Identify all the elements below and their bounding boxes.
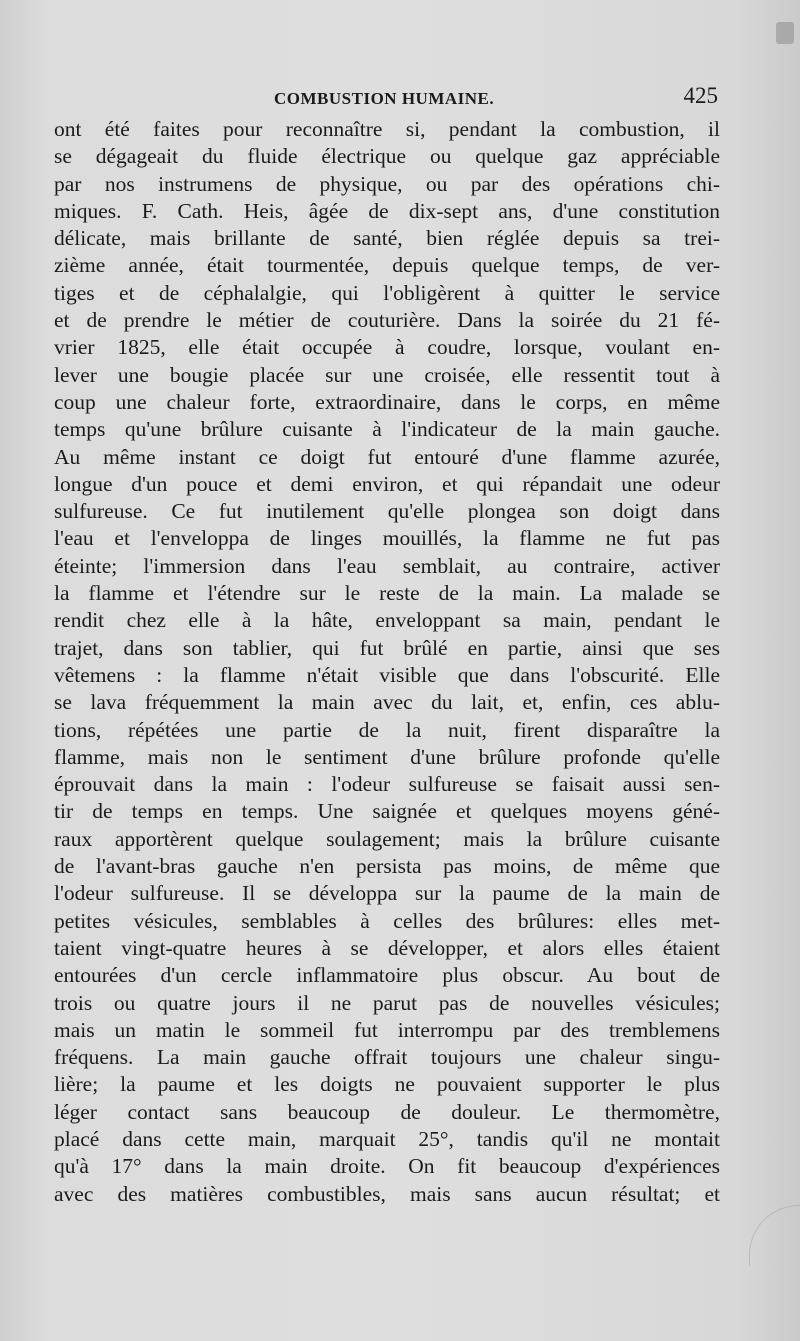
text-line: tions, répétées une partie de la nuit, firent disparaître la (54, 717, 720, 742)
text-line: se lava fréquemment la main avec du lait, et, enfin, ces ablu- (54, 690, 720, 715)
text-line: tir de temps en temps. Une saignée et quelques moyens géné- (54, 799, 720, 824)
text-line: fréquens. La main gauche offrait toujours une chaleur singu- (54, 1045, 720, 1070)
text-line: mais un matin le sommeil fut interrompu par des tremblemens (54, 1017, 720, 1042)
text-line: par nos instrumens de physique, ou par des opérations chi- (54, 171, 720, 196)
text-line: lever une bougie placée sur une croisée, elle ressentit tout à (54, 362, 720, 387)
text-line: lière; la paume et les doigts ne pouvaient supporter le plus (54, 1072, 720, 1097)
text-line: temps qu'une brûlure cuisante à l'indicateur de la main gauche. (54, 417, 720, 442)
text-line: ont été faites pour reconnaître si, pendant la combustion, il (54, 117, 720, 141)
text-line: l'odeur sulfureuse. Il se développa sur la paume de la main de (54, 881, 720, 906)
text-line: vrier 1825, elle était occupée à coudre, lorsque, voulant en- (54, 335, 720, 360)
text-line: longue d'un pouce et demi environ, et qui répandait une odeur (54, 471, 720, 496)
text-line: placé dans cette main, marquait 25°, tandis qu'il ne montait (54, 1126, 720, 1151)
text-line: se dégageait du fluide électrique ou quelque gaz appréciable (54, 144, 720, 169)
text-line: taient vingt-quatre heures à se développer, et alors elles étaient (54, 935, 720, 960)
page-header (54, 80, 720, 114)
page-number: 425 (683, 83, 718, 108)
text-line: miques. F. Cath. Heis, âgée de dix-sept ans, d'une constitution (54, 198, 720, 223)
text-line: léger contact sans beaucoup de douleur. Le thermomètre, (54, 1099, 720, 1124)
text-line: rendit chez elle à la hâte, enveloppant sa main, pendant le (54, 608, 720, 633)
text-line: qu'à 17° dans la main droite. On fit beaucoup d'expériences (54, 1154, 720, 1179)
text-line: petites vésicules, semblables à celles des brûlures: elles met- (54, 908, 720, 933)
body-text (54, 116, 720, 1208)
text-line: délicate, mais brillante de santé, bien réglée depuis sa trei- (54, 226, 720, 251)
text-line: éprouvait dans la main : l'odeur sulfureuse se faisait aussi sen- (54, 772, 720, 797)
text-line: avec des matières combustibles, mais sans aucun résultat; et (54, 1181, 720, 1206)
text-line: flamme, mais non le sentiment d'une brûlure profonde qu'elle (54, 744, 720, 769)
text-line: zième année, était tourmentée, depuis quelque temps, de ver- (54, 253, 720, 278)
text-line: de l'avant-bras gauche n'en persista pas moins, de même que (54, 854, 720, 879)
text-line: raux apportèrent quelque soulagement; mais la brûlure cuisante (54, 826, 720, 851)
scan-corner-mark (776, 22, 794, 44)
text-line: la flamme et l'étendre sur le reste de la main. La malade se (54, 581, 720, 606)
text-line: et de prendre le métier de couturière. Dans la soirée du 21 fé- (54, 308, 720, 333)
text-line: tiges et de céphalalgie, qui l'obligèrent à quitter le service (54, 280, 720, 305)
text-line: trajet, dans son tablier, qui fut brûlé en partie, ainsi que ses (54, 635, 720, 660)
text-line: éteinte; l'immersion dans l'eau semblait, au contraire, activer (54, 553, 720, 578)
text-line: Au même instant ce doigt fut entouré d'une flamme azurée, (54, 444, 720, 469)
text-line: coup une chaleur forte, extraordinaire, dans le corps, en même (54, 389, 720, 414)
text-line: vêtemens : la flamme n'était visible que dans l'obscurité. Elle (54, 662, 720, 687)
text-line: trois ou quatre jours il ne parut pas de nouvelles vésicules; (54, 990, 720, 1015)
text-line: entourées d'un cercle inflammatoire plus obscur. Au bout de (54, 963, 720, 988)
running-title: COMBUSTION HUMAINE. (274, 89, 495, 108)
page-curl (749, 1205, 800, 1266)
text-line: sulfureuse. Ce fut inutilement qu'elle plongea son doigt dans (54, 499, 720, 524)
text-line: l'eau et l'enveloppa de linges mouillés, la flamme ne fut pas (54, 526, 720, 551)
